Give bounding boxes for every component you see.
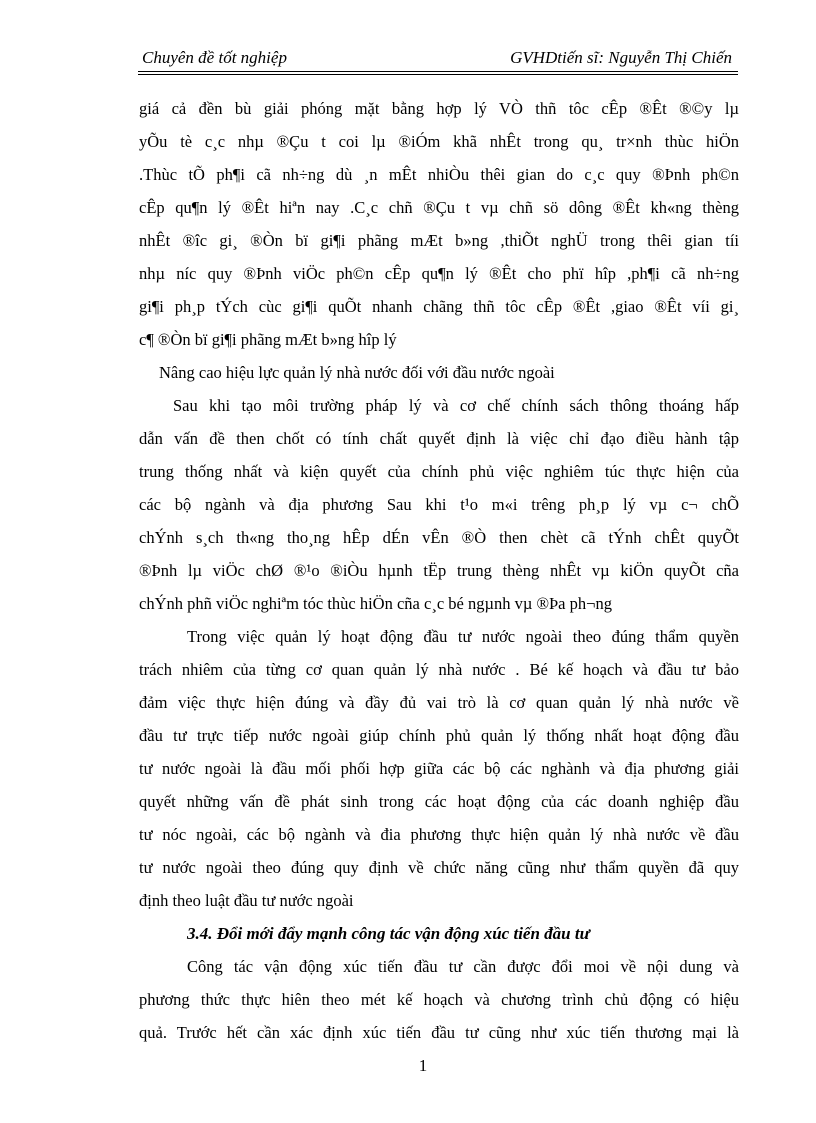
text-line: yÕu tè c¸c nhµ ®Çu t coi lµ ®iÓm khã nhÊt trong qu¸ tr×nh thùc hiÖn	[139, 132, 739, 151]
paragraph-land-procedures	[139, 92, 739, 356]
text-line: Sau khi tạo môi trường pháp lý và cơ chế chính sách thông thoáng hấp	[173, 396, 739, 415]
text-line: cÊp qu¶n lý ®Êt hiªn nay .C¸c chñ ®Çu t vµ chñ sö dông ®Êt kh«ng thèng	[139, 198, 739, 217]
text-line: nhµ níc quy ®Þnh viÖc ph©n cÊp qu¶n lý ®Êt cho phï hîp ,ph¶i cã nh÷ng	[139, 264, 739, 283]
text-line: các bộ ngành và địa phương Sau khi t¹o m«i trêng ph¸p lý vµ c¬ chÕ	[139, 495, 739, 514]
text-line: chÝnh s¸ch th«ng tho¸ng hÊp dÉn vÊn ®Ò then chèt cã tÝnh chÊt quyÕt	[139, 528, 739, 547]
text-line: đảm việc thực hiện đúng và đầy đủ vai trò là cơ quan quản lý nhà nước về	[139, 693, 739, 712]
document-body	[139, 92, 739, 1049]
text-line: nhÊt ®îc gi¸ ®Òn bï gi¶i phãng mÆt b»ng ,thiÕt nghÜ trong thêi gian tíi	[139, 231, 739, 250]
text-line: Công tác vận động xúc tiến đầu tư cần được đổi moi về nội dung và	[187, 957, 739, 976]
section-heading: Nâng cao hiệu lực quản lý nhà nước đối với đầu nước ngoài	[159, 363, 555, 382]
text-line: tư nước ngoài theo đúng quy định về chức năng cũng như thẩm quyền đã quy	[139, 858, 739, 877]
text-line: quyết những vấn đề phát sinh trong các hoạt động của các doanh nghiệp đầu	[139, 792, 739, 811]
text-line: Trong việc quản lý hoạt động đầu tư nước ngoài theo đúng thẩm quyền	[187, 627, 739, 646]
text-line: tư nước ngoài là đầu mối phối hợp giữa các bộ các nghành và địa phương giải	[139, 759, 739, 778]
text-line: trách nhiêm của từng cơ quan quản lý nhà nước . Bé kế hoạch và đầu tư bảo	[139, 660, 739, 679]
paragraph-investment-promotion	[139, 950, 739, 1049]
text-line: .Thùc tÕ ph¶i cã nh÷ng dù ¸n mÊt nhiÒu thêi gian do c¸c quy ®Þnh ph©n	[139, 165, 739, 184]
text-line: gi¶i ph¸p tÝch cùc gi¶i quÕt nhanh chãng thñ tôc cÊp ®Êt ,giao ®Êt víi gi¸	[139, 297, 739, 316]
text-line: phương thức thực hiên theo mét kế hoạch và chương trình chủ động có hiệu	[139, 990, 739, 1009]
header-rule-double	[138, 74, 738, 75]
text-line: đầu tư trực tiếp nước ngoài giúp chính phủ quản lý thống nhất hoạt động đầu	[139, 726, 739, 745]
paragraph-fdi-management	[139, 620, 739, 917]
page-number: 1	[418, 1056, 428, 1075]
text-line: dẫn vấn đề then chốt có tính chất quyết định là việc chỉ đạo điều hành tập	[139, 429, 739, 448]
paragraph-legal-environment	[139, 389, 739, 620]
text-line: chÝnh phñ viÖc nghiªm tóc thùc hiÖn cña c¸c bé ngµnh vµ ®Þa ph¬ng	[139, 594, 612, 613]
text-line: ®Þnh lµ viÖc chØ ®¹o ®iÒu hµnh tËp trung thèng nhÊt vµ kiÖn quyÕt cña	[139, 561, 739, 580]
text-line: trung thống nhất và kiện quyết của chính phủ việc nghiêm túc thực hiện của	[139, 462, 739, 481]
text-line: quả. Trước hết cần xác định xúc tiến đầu tư cũng như xúc tiến thương mại là	[139, 1023, 739, 1042]
text-line: tư nóc ngoài, các bộ ngành và đia phương thực hiện quản lý nhà nước về đầu	[139, 825, 739, 844]
header-right-supervisor: GVHDtiến sĩ: Nguyễn Thị Chiến	[510, 48, 732, 67]
text-line: c¶ ®Òn bï gi¶i phãng mÆt b»ng hîp lý	[139, 330, 397, 349]
page-header	[138, 46, 738, 70]
header-left-title: Chuyên đề tốt nghiệp	[142, 48, 287, 67]
header-rule	[138, 71, 738, 72]
text-line: giá cả đền bù giải phóng mặt bằng hợp lý VÒ thñ tôc cÊp ®Êt ®©y lµ	[139, 99, 739, 118]
text-line: định theo luật đầu tư nước ngoài	[139, 891, 354, 910]
subsection-heading: 3.4. Đổi mới đẩy mạnh công tác vận động xúc tiến đầu tư	[187, 924, 590, 943]
